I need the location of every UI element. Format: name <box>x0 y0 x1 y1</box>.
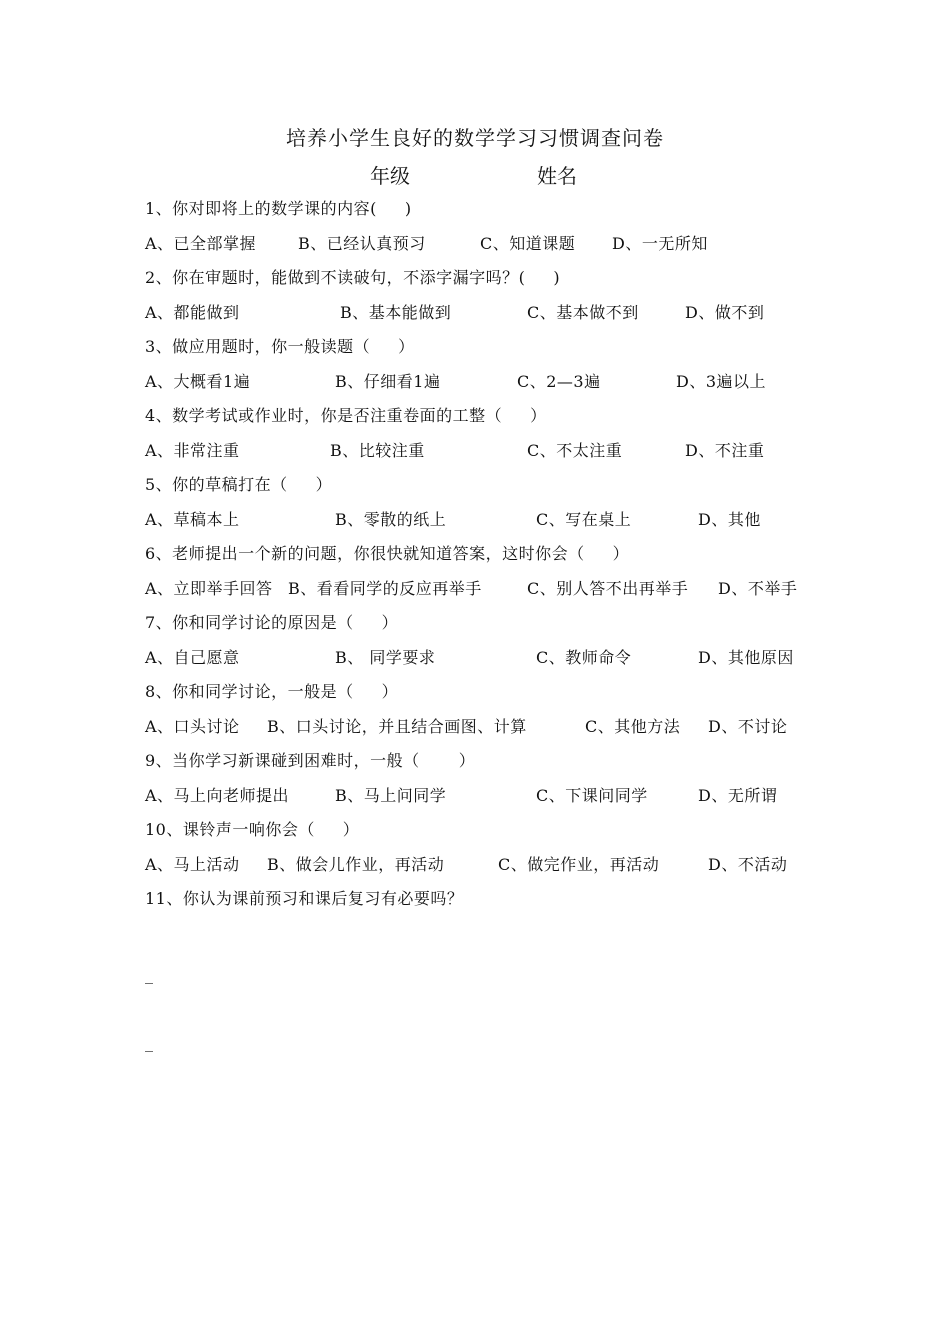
option-6-d: D、不举手 <box>718 578 798 598</box>
option-3-c: C、2—3遍 <box>517 371 601 391</box>
question-5: 5、你的草稿打在（ ） <box>145 475 333 494</box>
option-2-a: A、都能做到 <box>145 302 240 322</box>
option-1-b: B、已经认真预习 <box>298 233 426 253</box>
options-row-5 <box>145 505 815 540</box>
option-4-c: C、不太注重 <box>527 440 623 460</box>
option-10-c: C、做完作业，再活动 <box>498 854 660 874</box>
question-7: 7、你和同学讨论的原因是（ ） <box>145 613 399 632</box>
option-7-d: D、其他原因 <box>698 647 794 667</box>
option-6-c: C、别人答不出再举手 <box>527 578 689 598</box>
option-9-d: D、无所谓 <box>698 785 778 805</box>
option-6-b: B、看看同学的反应再举手 <box>288 578 482 598</box>
answer-blank-1: _ <box>145 965 153 984</box>
option-9-b: B、马上问同学 <box>335 785 447 805</box>
name-label: 姓名 <box>537 164 577 188</box>
option-5-a: A、草稿本上 <box>145 509 240 529</box>
options-row-2 <box>145 298 815 333</box>
question-2: 2、你在审题时，能做到不读破句，不添字漏字吗？( ) <box>145 268 561 287</box>
options-row-10 <box>145 850 815 885</box>
option-3-d: D、3遍以上 <box>676 371 767 391</box>
option-7-a: A、自己愿意 <box>145 647 240 667</box>
option-1-a: A、已全部掌握 <box>145 233 257 253</box>
option-2-d: D、做不到 <box>685 302 765 322</box>
option-4-a: A、非常注重 <box>145 440 240 460</box>
grade-label: 年级 <box>370 164 410 188</box>
option-1-c: C、知道课题 <box>480 233 576 253</box>
question-8: 8、你和同学讨论，一般是（ ） <box>145 682 399 701</box>
document-title: 培养小学生良好的数学学习习惯调查问卷 <box>286 126 664 150</box>
option-4-d: D、不注重 <box>685 440 765 460</box>
option-5-d: D、其他 <box>698 509 761 529</box>
question-6: 6、老师提出一个新的问题，你很快就知道答案，这时你会（ ） <box>145 544 630 563</box>
question-3: 3、做应用题时，你一般读题（ ） <box>145 337 415 356</box>
answer-blank-2: _ <box>145 1033 153 1052</box>
options-row-6 <box>145 574 815 609</box>
student-info-row <box>0 160 950 188</box>
option-4-b: B、比较注重 <box>330 440 425 460</box>
option-8-b: B、口头讨论，并且结合画图、计算 <box>267 716 527 736</box>
option-3-b: B、仔细看1遍 <box>335 371 441 391</box>
question-4: 4、数学考试或作业时，你是否注重卷面的工整（ ） <box>145 406 547 425</box>
option-7-b: B、 同学要求 <box>335 647 436 667</box>
option-10-d: D、不活动 <box>708 854 788 874</box>
options-row-4 <box>145 436 815 471</box>
question-11: 11、你认为课前预习和课后复习有必要吗？ <box>145 889 464 908</box>
option-9-c: C、下课问同学 <box>536 785 648 805</box>
option-5-c: C、写在桌上 <box>536 509 632 529</box>
question-9: 9、当你学习新课碰到困难时，一般（ ） <box>145 751 476 770</box>
option-2-c: C、基本做不到 <box>527 302 639 322</box>
option-2-b: B、基本能做到 <box>340 302 452 322</box>
option-9-a: A、马上向老师提出 <box>145 785 290 805</box>
option-8-a: A、口头讨论 <box>145 716 240 736</box>
options-row-8 <box>145 712 815 747</box>
question-10: 10、课铃声一响你会（ ） <box>145 820 360 839</box>
option-3-a: A、大概看1遍 <box>145 371 251 391</box>
option-7-c: C、教师命令 <box>536 647 632 667</box>
questions-list <box>145 194 815 919</box>
options-row-7 <box>145 643 815 678</box>
option-6-a: A、立即举手回答 <box>145 578 273 598</box>
option-8-c: C、其他方法 <box>585 716 681 736</box>
question-1: 1、你对即将上的数学课的内容( ) <box>145 199 412 218</box>
options-row-3 <box>145 367 815 402</box>
option-5-b: B、零散的纸上 <box>335 509 447 529</box>
option-8-d: D、不讨论 <box>708 716 788 736</box>
option-1-d: D、一无所知 <box>612 233 708 253</box>
options-row-1 <box>145 229 815 264</box>
option-10-b: B、做会儿作业，再活动 <box>267 854 445 874</box>
option-10-a: A、马上活动 <box>145 854 240 874</box>
options-row-9 <box>145 781 815 816</box>
